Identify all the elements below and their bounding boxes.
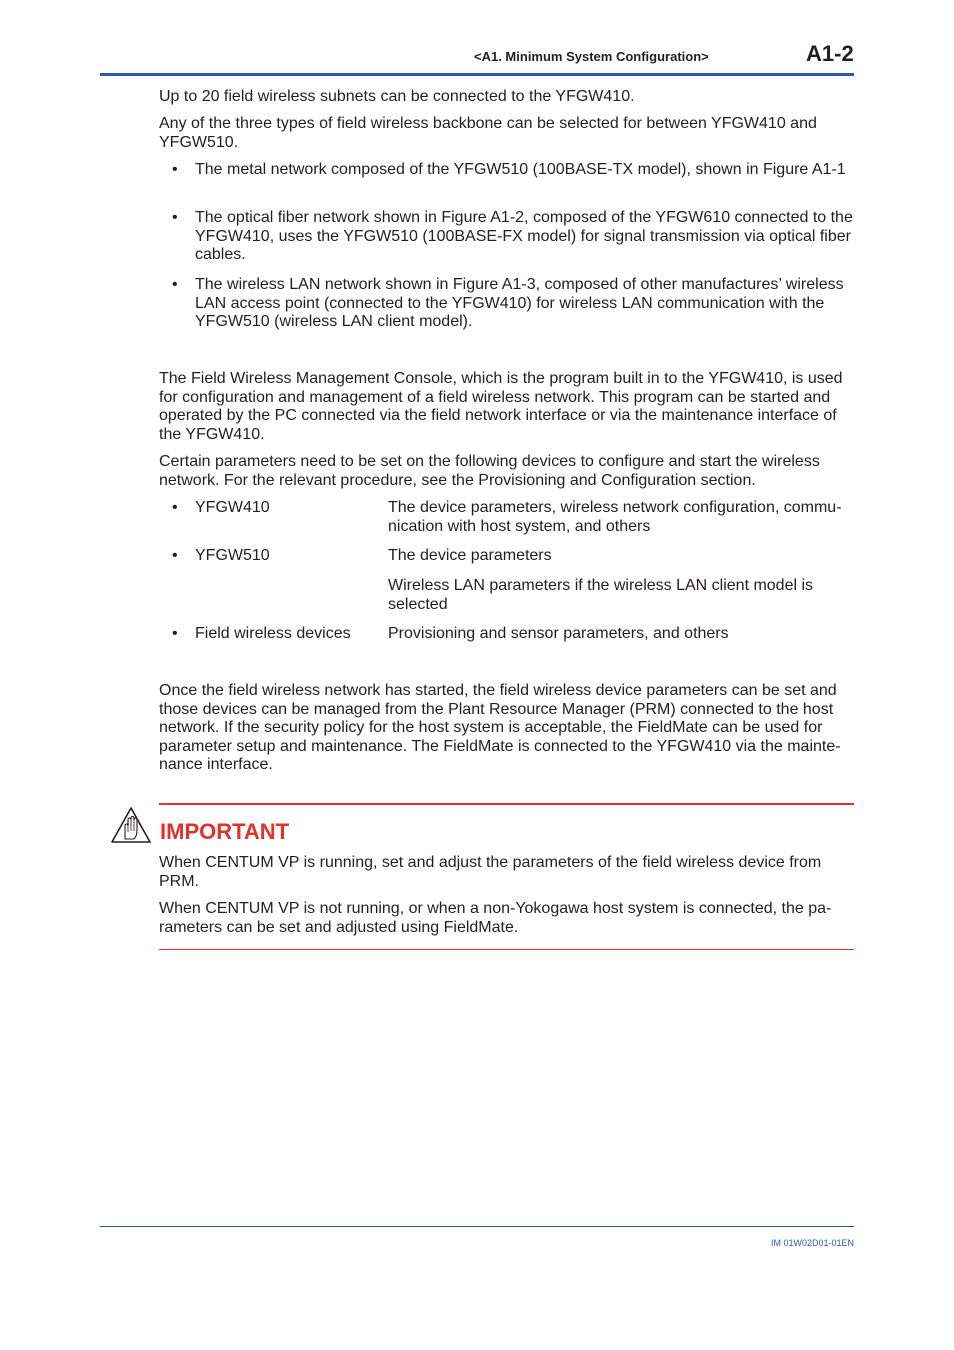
bullet-marker: • [172,625,178,642]
device-desc-field-wireless-devices: Provisioning and sensor parameters, and others [388,625,729,642]
device-desc-yfgw410: The device parameters, wireless network configuration, commu-nication with host system, and others [388,499,842,535]
prm-paragraph: Once the field wireless network has started, the field wireless device parameters can be set and those devices can be managed from the Plant Resource Manager (PRM) connected to the host network. If the security policy for the host system is acceptable, the FieldMate can be used for parameter setup and maintenance. The FieldMate is connected to the YFGW410 via the mainte-nance interface. [159,682,841,774]
bullet-marker: • [172,161,178,178]
important-top-rule [159,803,854,805]
important-title: IMPORTANT [160,819,290,844]
device-desc-yfgw510-wlan: Wireless LAN parameters if the wireless LAN client model is selected [388,577,814,613]
device-name-field-wireless-devices: Field wireless devices [195,625,351,642]
running-header-section: <A1. Minimum System Configuration> [474,49,709,64]
bullet-marker: • [172,209,178,226]
bullet-marker: • [172,547,178,564]
device-name-yfgw510: YFGW510 [195,547,270,564]
bullet-marker: • [172,276,178,293]
console-paragraph: The Field Wireless Management Console, which is the program built in to the YFGW410, is used for configuration and management of a field wireless network. This program can be started and operated by the PC connected via the field network interface or via the maintenance interface of the YFGW410. [159,370,843,443]
important-bottom-rule [159,949,854,950]
parameters-paragraph: Certain parameters need to be set on the following devices to configure and start the wireless network. For the relevant procedure, see the Provisioning and Configuration section. [159,453,820,489]
device-desc-yfgw510: The device parameters [388,547,552,564]
important-paragraph-running: When CENTUM VP is running, set and adjust the parameters of the field wireless device from PRM. [159,854,822,890]
hand-caution-icon [110,806,152,849]
list-item-wireless-lan-network: The wireless LAN network shown in Figure A1-3, composed of other manufactures’ wireless LAN access point (connected to the YFGW410) for wireless LAN communication with the YFGW510 (wireless LAN client model). [195,276,844,331]
list-item-metal-network: The metal network composed of the YFGW510 (100BASE-TX model), shown in Figure A1-1 [195,161,846,178]
list-item-optical-fiber-network: The optical fiber network shown in Figure A1-2, composed of the YFGW610 connected to the YFGW410, uses the YFGW510 (100BASE-FX model) for signal transmission via optical fiber cables. [195,209,853,264]
device-name-yfgw410: YFGW410 [195,499,270,516]
page-number: A1-2 [806,41,854,66]
important-paragraph-not-running: When CENTUM VP is not running, or when a non-Yokogawa host system is connected, the pa-rameters can be set and adjusted using FieldMate. [159,900,832,936]
intro-paragraph-backbone: Any of the three types of field wireless backbone can be selected for between YFGW410 and YFGW510. [159,115,817,151]
intro-paragraph-subnets: Up to 20 field wireless subnets can be connected to the YFGW410. [159,88,635,105]
bullet-marker: • [172,499,178,516]
header-divider [100,73,854,76]
footer-divider [100,1226,854,1227]
document-number: IM 01W02D01-01EN [770,1238,854,1248]
